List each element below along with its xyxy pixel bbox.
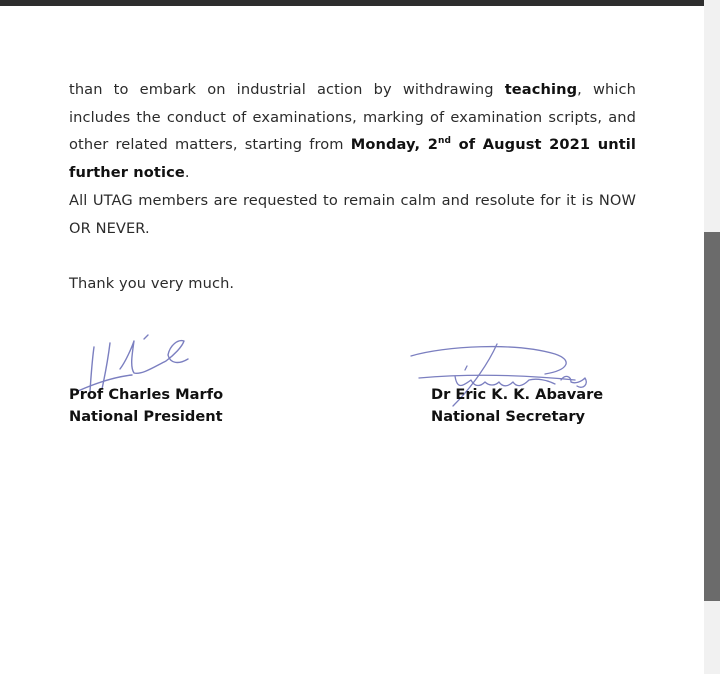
signatory-right bbox=[431, 384, 603, 428]
paragraph-industrial-action bbox=[69, 76, 636, 186]
signatory-title: National President bbox=[69, 408, 223, 425]
paragraph-text: than to embark on industrial action by withdrawing bbox=[69, 81, 505, 98]
date-rest: of August 2021 until further notice bbox=[69, 136, 636, 181]
paragraph-calm-request: All UTAG members are requested to remain calm and resolute for it is NOW OR NEVER. bbox=[69, 192, 636, 237]
signatory-name: Prof Charles Marfo bbox=[69, 386, 224, 403]
signatory-title: National Secretary bbox=[431, 408, 586, 425]
date-day: Monday, 2 bbox=[350, 136, 438, 153]
date-ordinal: nd bbox=[437, 136, 452, 147]
paragraph-thanks: Thank you very much. bbox=[69, 275, 235, 292]
bold-teaching: teaching bbox=[504, 81, 578, 98]
scrollbar-thumb[interactable] bbox=[704, 232, 720, 601]
signatory-left bbox=[69, 384, 223, 428]
paragraph-text: . bbox=[184, 163, 190, 181]
paragraph-text: , which includes the conduct of examinations, marking of examination scripts, and other related matters, starting from bbox=[69, 81, 636, 153]
signatory-name: Dr Eric K. K. Abavare bbox=[431, 386, 604, 403]
